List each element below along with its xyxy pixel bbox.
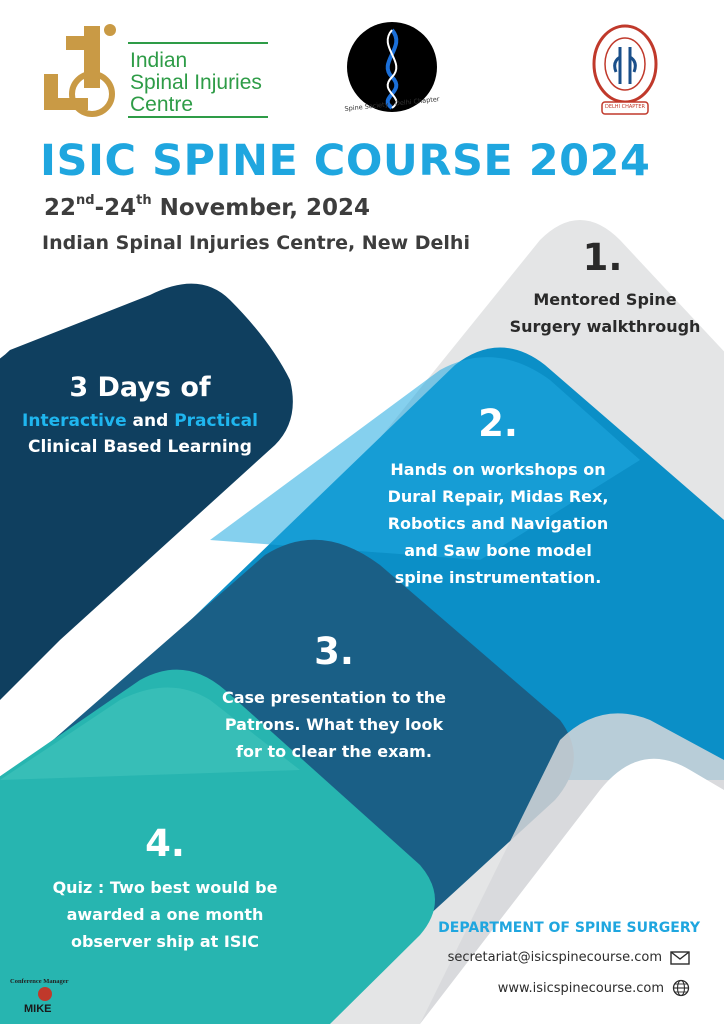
mike-dot-icon xyxy=(38,987,52,1001)
point-4 xyxy=(20,822,310,955)
date-day-end: 24 xyxy=(104,195,137,221)
intro-line3: Clinical Based Learning xyxy=(28,437,252,457)
ioa-logo xyxy=(590,22,660,118)
point-4-line3: observer ship at ISIC xyxy=(70,932,260,951)
point-3-line2: Patrons. What they look xyxy=(224,715,444,734)
course-date xyxy=(44,195,370,221)
point-1-number: 1. xyxy=(582,236,623,279)
intro-block xyxy=(0,370,280,460)
spine-society-caption: Spine Society - Delhi Chapter xyxy=(344,95,440,113)
course-venue: Indian Spinal Injuries Centre, New Delhi xyxy=(42,232,470,254)
date-suffix-start: nd xyxy=(76,193,95,208)
point-4-line2: awarded a one month xyxy=(66,905,264,924)
date-day-start: 22 xyxy=(44,195,77,221)
point-2 xyxy=(360,402,636,591)
website-link[interactable]: www.isicspinecourse.com xyxy=(497,980,664,996)
mike-logo-area xyxy=(10,985,90,1021)
department-label: DEPARTMENT OF SPINE SURGERY xyxy=(438,920,700,936)
point-1-line2: Surgery walkthrough xyxy=(509,317,701,336)
point-3-line1: Case presentation to the xyxy=(221,688,447,707)
globe-icon xyxy=(672,979,690,997)
point-2-line5: spine instrumentation. xyxy=(394,568,602,587)
email-link[interactable]: secretariat@isicspinecourse.com xyxy=(447,950,662,965)
conference-manager-logo xyxy=(10,978,90,1021)
date-separator: - xyxy=(94,195,105,221)
point-2-line4: and Saw bone model xyxy=(404,541,592,560)
date-suffix-end: th xyxy=(136,193,152,208)
point-3 xyxy=(196,630,472,765)
point-3-line3: for to clear the exam. xyxy=(236,742,432,761)
point-1-line1: Mentored Spine xyxy=(533,290,677,309)
point-1 xyxy=(480,236,724,340)
course-title: ISIC SPINE COURSE 2024 xyxy=(40,136,651,186)
point-2-line2: Dural Repair, Midas Rex, xyxy=(387,487,609,506)
isic-emblem-icon xyxy=(40,22,120,118)
point-3-number: 3. xyxy=(314,630,354,673)
intro-and: and xyxy=(126,411,175,431)
intro-practical: Practical xyxy=(174,411,258,431)
envelope-icon xyxy=(670,951,690,965)
website-row xyxy=(498,979,690,997)
ioa-chapter-label: DELHI CHAPTER xyxy=(605,104,645,110)
logo-bottom-rule xyxy=(128,116,268,118)
isic-logo-line2: Spinal Injuries xyxy=(130,71,262,94)
logo-top-rule xyxy=(128,42,268,44)
intro-interactive: Interactive xyxy=(22,411,127,431)
mike-logo-text: MIKE xyxy=(24,1003,52,1015)
point-4-number: 4. xyxy=(145,822,185,865)
date-month-year: November, 2024 xyxy=(151,195,371,221)
point-2-line1: Hands on workshops on xyxy=(390,460,606,479)
isic-logo-line1: Indian xyxy=(130,49,188,72)
intro-heading: 3 Days of xyxy=(69,372,211,403)
isic-logo xyxy=(40,22,270,122)
point-2-line3: Robotics and Navigation xyxy=(387,514,609,533)
point-4-line1: Quiz : Two best would be xyxy=(52,878,278,897)
email-row xyxy=(448,950,690,965)
intro-line2 xyxy=(0,408,280,434)
conference-manager-label: Conference Manager xyxy=(10,978,69,985)
isic-logo-line3: Centre xyxy=(130,93,194,116)
point-2-number: 2. xyxy=(478,402,518,445)
